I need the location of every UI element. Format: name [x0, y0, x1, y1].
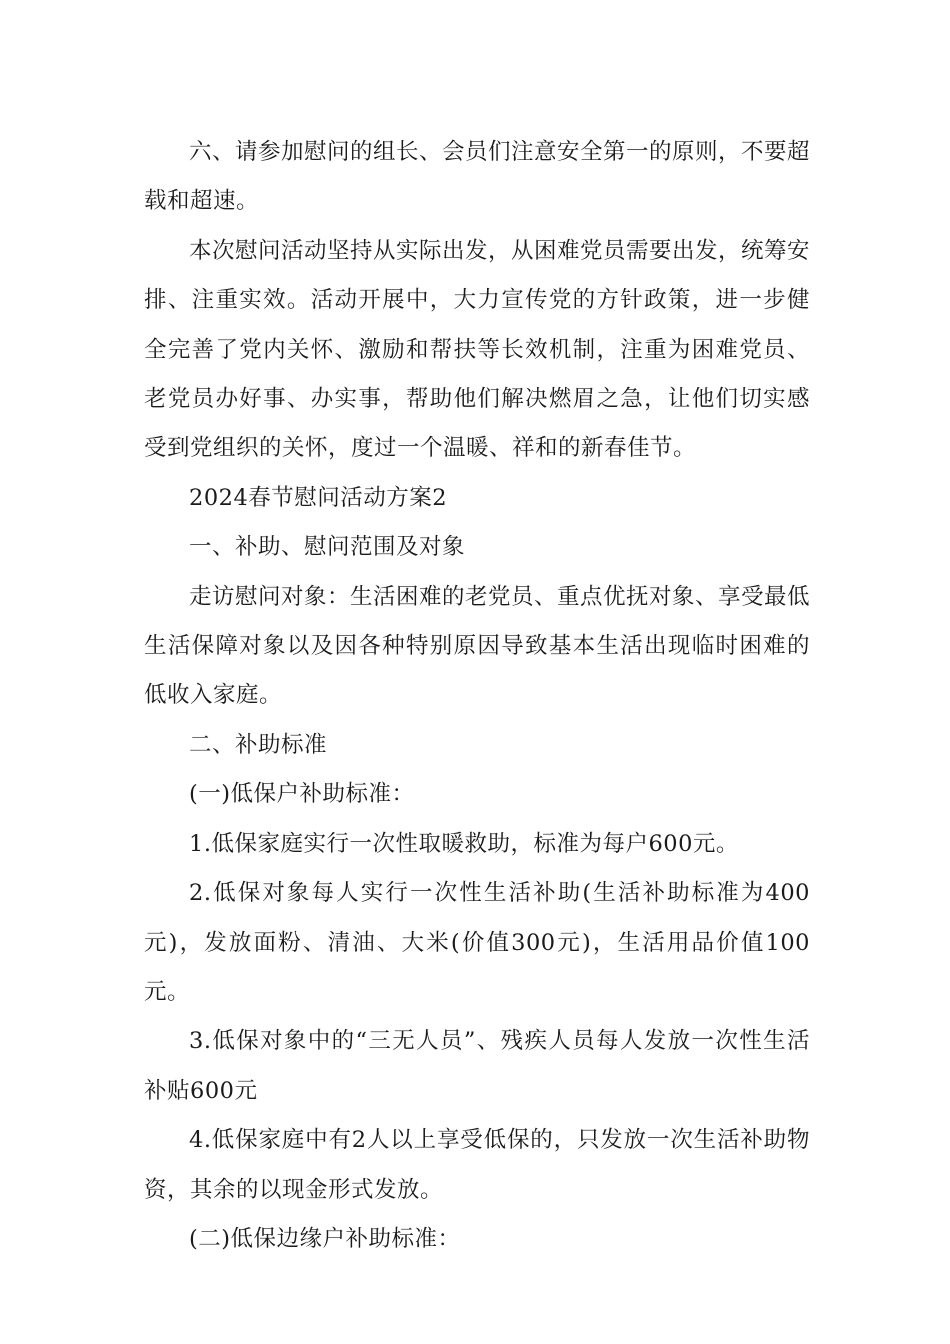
- section-title-plan-2: 2024春节慰问活动方案2: [189, 484, 448, 511]
- heading-subsidy-standards: 二、补助标准: [189, 731, 328, 758]
- list-item-1: 1.低保家庭实行一次性取暖救助，标准为每户600元。: [189, 830, 739, 857]
- paragraph-safety-notice: 六、请参加慰问的组长、会员们注意安全第一的原则，不要超载和超速。: [144, 139, 811, 215]
- subheading-marginal-standard: (二)低保边缘户补助标准：: [189, 1225, 461, 1252]
- document-body: [144, 128, 810, 1264]
- list-item-2: 2.低保对象每人实行一次性生活补助(生活补助标准为400元)，发放面粉、清油、大米(价值300元)，生活用品价值100元。: [144, 880, 810, 1005]
- paragraph-summary: 本次慰问活动坚持从实际出发，从困难党员需要出发，统筹安排、注重实效。活动开展中，大力宣传党的方针政策，进一步健全完善了党内关怀、激励和帮扶等长效机制，注重为困难党员、老党员办好事、办实事，帮助他们解决燃眉之急，让他们切实感受到党组织的关怀，度过一个温暖、祥和的新春佳节。: [144, 237, 811, 462]
- subheading-low-income-standard: (一)低保户补助标准：: [189, 781, 415, 808]
- paragraph-visit-targets: 走访慰问对象：生活困难的老党员、重点优抚对象、享受最低生活保障对象以及因各种特别原因导致基本生活出现临时困难的低收入家庭。: [144, 583, 811, 709]
- list-item-4: 4.低保家庭中有2人以上享受低保的，只发放一次生活补助物资，其余的以现金形式发放。: [144, 1127, 810, 1203]
- heading-scope-and-targets: 一、补助、慰问范围及对象: [189, 534, 466, 561]
- list-item-3: 3.低保对象中的“三无人员”、残疾人员每人发放一次性生活补贴600元: [144, 1028, 810, 1104]
